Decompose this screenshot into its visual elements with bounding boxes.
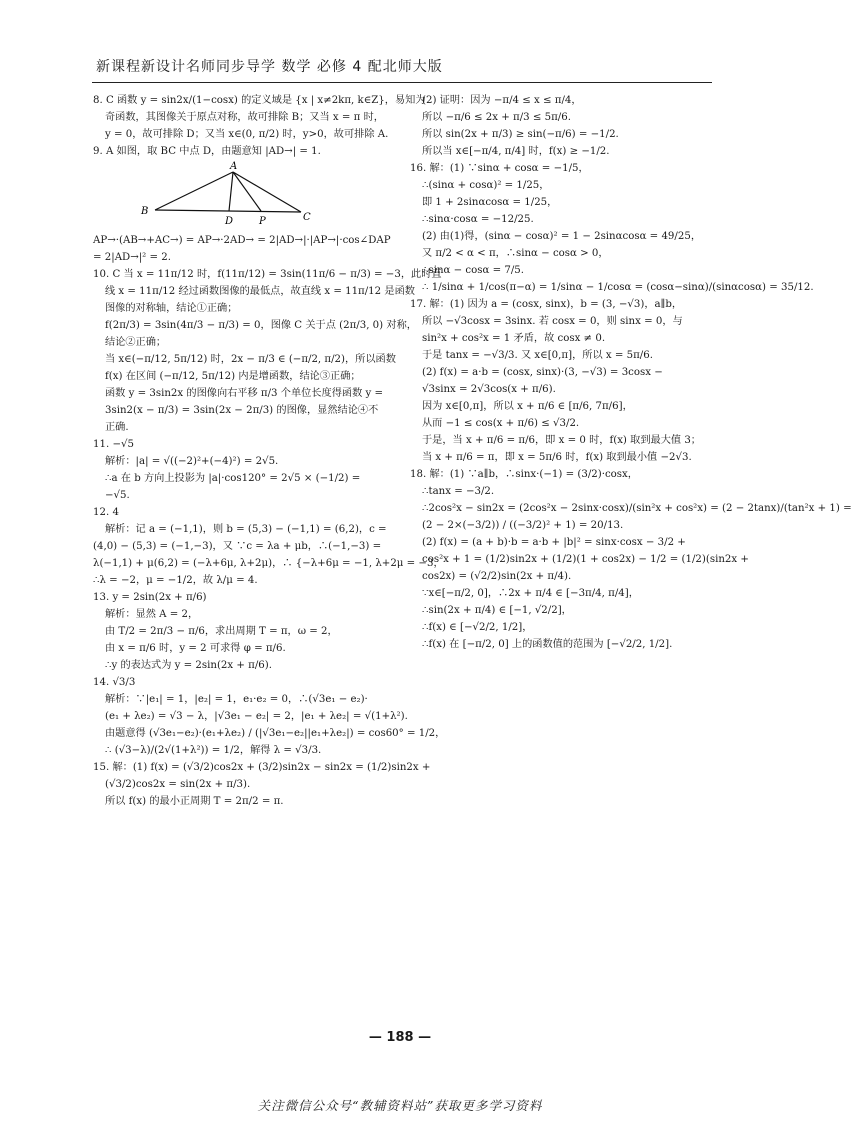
answer-18-line-10: ∴f(x) ∈ [−√2/2, 1/2]， [422,622,533,633]
answer-10-line-10: 正确. [105,422,129,433]
answer-8-line-3: y = 0，故可排除 D；又当 x∈(0, π/2) 时，y>0，故可排除 A. [105,129,389,140]
answer-10-line-4: f(2π/3) = 3sin(4π/3 − π/3) = 0，图像 C 关于点 (2π/3, 0) 对称， [105,320,417,331]
answer-17-line-1: 17. 解：(1) 因为 a = (cosx, sinx)，b = (3, −√3)，a∥b， [410,299,683,310]
answer-15-2-line-2: 所以 −π/6 ≤ 2x + π/3 ≤ 5π/6. [422,112,571,123]
answer-10-line-5: 结论②正确； [105,337,167,348]
answer-14-line-3: (e₁ + λe₂) = √3 − λ，|√3e₁ − e₂| = 2，|e₁ + λe₂| = √(1+λ²). [105,711,408,722]
answer-15-line-1: 15. 解：(1) f(x) = (√3/2)cos2x + (3/2)sin2x − sin2x = (1/2)sin2x + [93,762,431,773]
answer-17-line-3: sin²x + cos²x = 1 矛盾，故 cosx ≠ 0. [422,333,606,344]
answer-13-line-5: ∴y 的表达式为 y = 2sin(2x + π/6). [105,660,272,671]
vector-ap [233,172,261,211]
answer-12-line-4: λ(−1,1) + μ(6,2) = (−λ+6μ, λ+2μ)，∴ {−λ+6μ = −1, λ+2μ = −3， [93,558,444,569]
answer-14-line-4: 由题意得 (√3e₁−e₂)·(e₁+λe₂) / (|√3e₁−e₂||e₁+λe₂|) = cos60° = 1/2， [105,728,446,739]
answer-18-line-7: cos2x) = (√2/2)sin(2x + π/4). [422,571,572,582]
edge-ac [233,172,301,212]
answer-11-line-4: −√5. [105,490,130,501]
answer-13-line-3: 由 T/2 = 2π/3 − π/6，求出周期 T = π，ω = 2， [105,626,338,637]
right-column [410,92,852,653]
answer-10-line-6: 当 x∈(−π/12, 5π/12) 时，2x − π/3 ∈ (−π/2, π/2)，所以函数 [105,354,396,365]
answer-8-line-1: 8. C 函数 y = sin2x/(1−cosx) 的定义域是 {x | x≠2kπ, k∈Z}，易知为 [93,95,426,106]
answer-18-line-8: ∵x∈[−π/2, 0]，∴2x + π/4 ∈ [−3π/4, π/4]， [422,588,639,599]
answer-18-line-9: ∴sin(2x + π/4) ∈ [−1, √2/2]， [422,605,572,616]
answer-14-line-1: 14. √3/3 [93,677,136,688]
answer-14-line-2: 解析：∵|e₁| = 1，|e₂| = 1，e₁·e₂ = 0，∴(√3e₁ − e₂)· [105,694,368,705]
edge-bc [155,210,301,212]
label-p: P [259,216,266,227]
answer-16-line-8: ∴ 1/sinα + 1/cos(π−α) = 1/sinα − 1/cosα = (cosα−sinα)/(sinαcosα) = 35/12. [422,282,814,293]
triangle-figure [133,160,313,228]
answer-10-line-3: 图像的对称轴，结论①正确； [105,303,238,314]
vector-ad [229,172,233,211]
footer-note: 关注微信公众号“教辅资料站”获取更多学习资料 [257,1098,543,1113]
answer-17-line-9: 于是，当 x + π/6 = π/6，即 x = 0 时，f(x) 取到最大值 3； [422,435,701,446]
answer-18-line-11: ∴f(x) 在 [−π/2, 0] 上的函数值的范围为 [−√2/2, 1/2]. [422,639,673,650]
page-number: — 188 — [368,1030,432,1045]
answer-10-line-9: 3sin2(x − π/3) = 3sin(2x − 2π/3) 的图像，显然结论④不 [105,405,379,416]
answer-17-line-8: 从而 −1 ≤ cos(x + π/6) ≤ √3/2. [422,418,580,429]
answer-16-line-4: ∴sinα·cosα = −12/25. [422,214,534,225]
answer-9-line-3: = 2|AD→|² = 2. [93,252,171,263]
answer-17-line-2: 所以 −√3cosx = 3sinx. 若 cosx = 0，则 sinx = 0，与 [422,316,683,327]
answer-15-2-line-1: (2) 证明：因为 −π/4 ≤ x ≤ π/4， [422,95,582,106]
answer-11-line-3: ∴a 在 b 方向上投影为 |a|·cos120° = 2√5 × (−1/2) = [105,473,361,484]
answer-17-line-5: (2) f(x) = a·b = (cosx, sinx)·(3, −√3) = 3cosx − [422,367,663,378]
answer-15-line-3: 所以 f(x) 的最小正周期 T = 2π/2 = π. [105,796,284,807]
answer-13-line-1: 13. y = 2sin(2x + π/6) [93,592,207,603]
answer-12-line-1: 12. 4 [93,507,119,518]
answer-15-line-2: (√3/2)cos2x = sin(2x + π/3). [105,779,251,790]
answer-11-line-2: 解析：|a| = √((−2)²+(−4)²) = 2√5. [105,456,279,467]
answer-15-2-line-3: 所以 sin(2x + π/3) ≥ sin(−π/6) = −1/2. [422,129,619,140]
answer-18-line-1: 18. 解：(1) ∵a∥b，∴sinx·(−1) = (3/2)·cosx， [410,469,638,480]
answer-16-line-1: 16. 解：(1) ∵sinα + cosα = −1/5， [410,163,589,174]
answer-12-line-3: (4,0) − (5,3) = (−1,−3)，又 ∵c = λa + μb，∴(−1,−3) = [93,541,382,552]
answer-18-line-3: ∴2cos²x − sin2x = (2cos²x − 2sinx·cosx)/(sin²x + cos²x) = (2 − 2tanx)/(tan²x + 1) = [422,503,852,514]
answer-16-line-3: 即 1 + 2sinαcosα = 1/25， [422,197,558,208]
answer-16-line-5: (2) 由(1)得，(sinα − cosα)² = 1 − 2sinαcosα = 49/25， [422,231,702,242]
label-c: C [303,212,311,223]
answer-17-line-7: 因为 x∈[0,π]，所以 x + π/6 ∈ [π/6, 7π/6]， [422,401,633,412]
answer-18-line-2: ∴tanx = −3/2. [422,486,495,497]
answer-9-line-2: AP→·(AB→+AC→) = AP→·2AD→ = 2|AD→|·|AP→|·cos∠DAP [93,235,391,246]
answer-17-line-6: √3sinx = 2√3cos(x + π/6). [422,384,556,395]
answer-10-line-7: f(x) 在区间 (−π/12, 5π/12) 内是增函数，结论③正确； [105,371,361,382]
answer-18-line-4: (2 − 2×(−3/2)) / ((−3/2)² + 1) = 20/13. [422,520,624,531]
answer-11-line-1: 11. −√5 [93,439,134,450]
label-d: D [225,216,234,227]
answer-12-line-2: 解析：记 a = (−1,1)，则 b = (5,3) − (−1,1) = (6,2)，c = [105,524,387,535]
edge-ab [155,172,233,210]
header-divider [92,82,712,83]
answer-17-line-10: 当 x + π/6 = π，即 x = 5π/6 时，f(x) 取到最小值 −2√3. [422,452,692,463]
answer-9-line-1: 9. A 如图，取 BC 中点 D，由题意知 |AD→| = 1. [93,146,321,157]
answer-10-line-2: 线 x = 11π/12 经过函数图像的最低点，故直线 x = 11π/12 是函数 [105,286,415,297]
left-column [93,92,446,810]
answer-13-line-2: 解析：显然 A = 2， [105,609,199,620]
answer-15-2-line-4: 所以当 x∈[−π/4, π/4] 时，f(x) ≥ −1/2. [422,146,610,157]
answer-18-line-6: cos²x + 1 = (1/2)sin2x + (1/2)(1 + cos2x) − 1/2 = (1/2)(sin2x + [422,554,749,565]
answer-10-line-8: 函数 y = 3sin2x 的图像向右平移 π/3 个单位长度得函数 y = [105,388,384,399]
answer-18-line-5: (2) f(x) = (a + b)·b = a·b + |b|² = sinx·cosx − 3/2 + [422,537,686,548]
page-header: 新课程新设计名师同步导学 数学 必修 4 配北师大版 [96,59,443,75]
answer-8-line-2: 奇函数，其图像关于原点对称，故可排除 B；又当 x = π 时， [105,112,384,123]
label-a: A [230,161,238,172]
answer-16-line-7: ∴sinα − cosα = 7/5. [422,265,525,276]
answer-16-line-6: 又 π/2 < α < π，∴sinα − cosα > 0， [422,248,609,259]
answer-16-line-2: ∴(sinα + cosα)² = 1/25， [422,180,550,191]
answer-13-line-4: 由 x = π/6 时，y = 2 可求得 φ = π/6. [105,643,286,654]
label-b: B [141,206,149,217]
answer-10-line-1: 10. C 当 x = 11π/12 时，f(11π/12) = 3sin(11π/6 − π/3) = −3，此时直 [93,269,442,280]
answer-12-line-5: ∴λ = −2，μ = −1/2，故 λ/μ = 4. [93,575,258,586]
answer-14-line-5: ∴ (√3−λ)/(2√(1+λ²)) = 1/2，解得 λ = √3/3. [105,745,322,756]
answer-17-line-4: 于是 tanx = −√3/3. 又 x∈[0,π]，所以 x = 5π/6. [422,350,653,361]
